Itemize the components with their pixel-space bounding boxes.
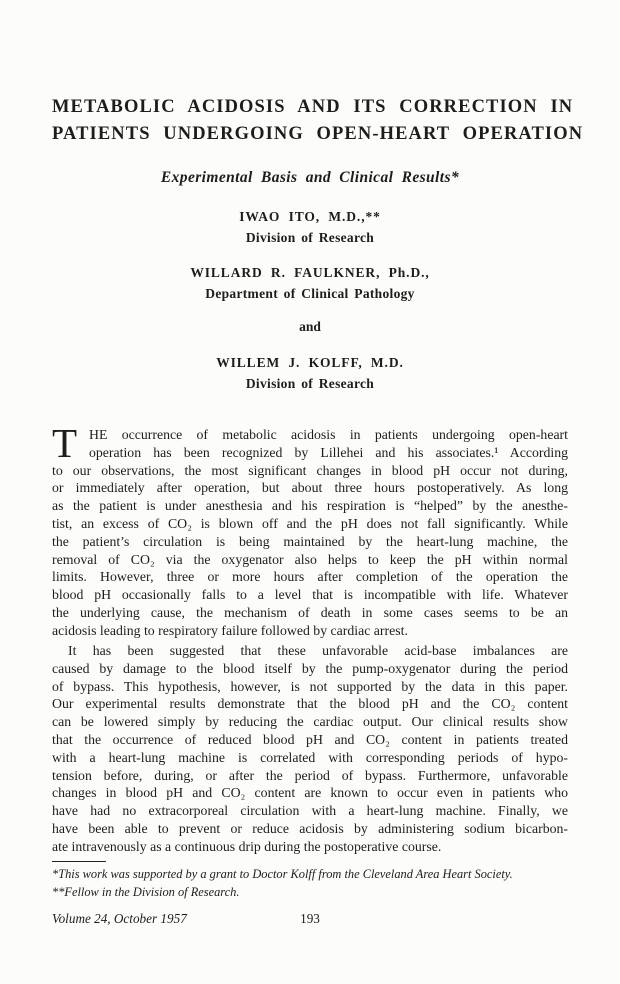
text-line: that the occurrence of reduced blood pH and CO₂ content in patients treated <box>52 731 568 747</box>
paragraph-1 <box>52 420 568 640</box>
text-line: tension before, during, or after the period of bypass. Furthermore, unfavorable <box>52 767 568 783</box>
text-line: changes in blood pH and CO₂ content are known to occur even in patients who <box>52 785 568 801</box>
paragraph-2-lines <box>52 642 568 856</box>
article-title-line1: METABOLIC ACIDOSIS AND ITS CORRECTION IN <box>52 97 574 117</box>
text-line: or immediately after operation, but about three hours postoperatively. As long <box>52 480 568 496</box>
text-line: tist, an excess of CO₂ is blown off and the pH does not fall significantly. While <box>52 515 568 531</box>
footnote-fellow: **Fellow in the Division of Research. <box>52 884 240 899</box>
footnote-divider <box>52 861 106 862</box>
text-line: with a heart-lung machine is correlated with corresponding periods of hypo- <box>52 749 568 765</box>
text-line: Our experimental results demonstrate that the blood pH and the CO₂ content <box>52 696 568 712</box>
author-block-2 <box>52 262 568 304</box>
text-line: limits. However, three or more hours after completion of the operation the <box>52 569 568 585</box>
text-line: can be lowered simply by reducing the cardiac output. Our clinical results show <box>52 714 568 730</box>
article-title <box>52 94 584 148</box>
drop-cap: T <box>52 420 78 466</box>
footer-page-number: 193 <box>300 911 320 926</box>
text-line: have been able to prevent or reduce acidosis by administering sodium bicarbon- <box>52 820 568 836</box>
paragraph-1-lines <box>52 420 568 640</box>
paragraph-2 <box>52 642 568 856</box>
author-block-1 <box>52 206 568 248</box>
text-line: removal of CO₂ via the oxygenator also helps to keep the pH within normal <box>52 551 568 567</box>
text-line: ate intravenously as a continuous drip during the postoperative course. <box>52 838 442 854</box>
text-line: HE occurrence of metabolic acidosis in patients undergoing open-heart <box>89 427 568 442</box>
article-subtitle: Experimental Basis and Clinical Results* <box>160 169 460 186</box>
text-line: the patient’s circulation is being maintained by the heart-lung machine, the <box>52 533 568 549</box>
author-block-3 <box>52 352 568 394</box>
author-name: WILLARD R. FAULKNER, Ph.D., <box>190 265 430 280</box>
author-name: IWAO ITO, M.D.,** <box>239 209 381 224</box>
text-line: as the patient is under anesthesia and his respiration is “helped” by the anesthe- <box>52 498 568 514</box>
author-affiliation: Department of Clinical Pathology <box>205 286 415 301</box>
text-line: have had no extracorporeal circulation with a heart-lung machine. Finally, we <box>52 803 568 819</box>
authors-connector: and <box>299 319 321 334</box>
author-affiliation: Division of Research <box>245 230 375 245</box>
text-line: acidosis leading to respiratory failure followed by cardiac arrest. <box>52 622 408 638</box>
article-title-line2: PATIENTS UNDERGOING OPEN-HEART OPERATION <box>52 124 584 144</box>
footnotes <box>52 866 568 901</box>
text-line: operation has been recognized by Lillehei and his associates.¹ According <box>89 444 568 460</box>
author-name: WILLEM J. KOLFF, M.D. <box>216 355 404 370</box>
text-line: to our observations, the most significant changes in blood pH occur not during, <box>52 462 568 478</box>
text-line: the underlying cause, the mechanism of death in some cases seems to be an <box>52 604 568 620</box>
footer-volume-date: Volume 24, October 1957 <box>52 911 187 926</box>
text-line: It has been suggested that these unfavorable acid-base imbalances are <box>68 643 568 658</box>
text-line: blood pH occasionally falls to a level that is incompatible with life. Whatever <box>52 587 568 603</box>
author-affiliation: Division of Research <box>245 376 375 391</box>
text-line: caused by damage to the blood itself by the pump-oxygenator during the period <box>52 660 568 676</box>
footnote-grant: *This work was supported by a grant to Doctor Kolff from the Cleveland Area Heart Society. <box>52 867 513 881</box>
text-line: of bypass. This hypothesis, however, is not supported by the data in this paper. <box>52 678 568 694</box>
